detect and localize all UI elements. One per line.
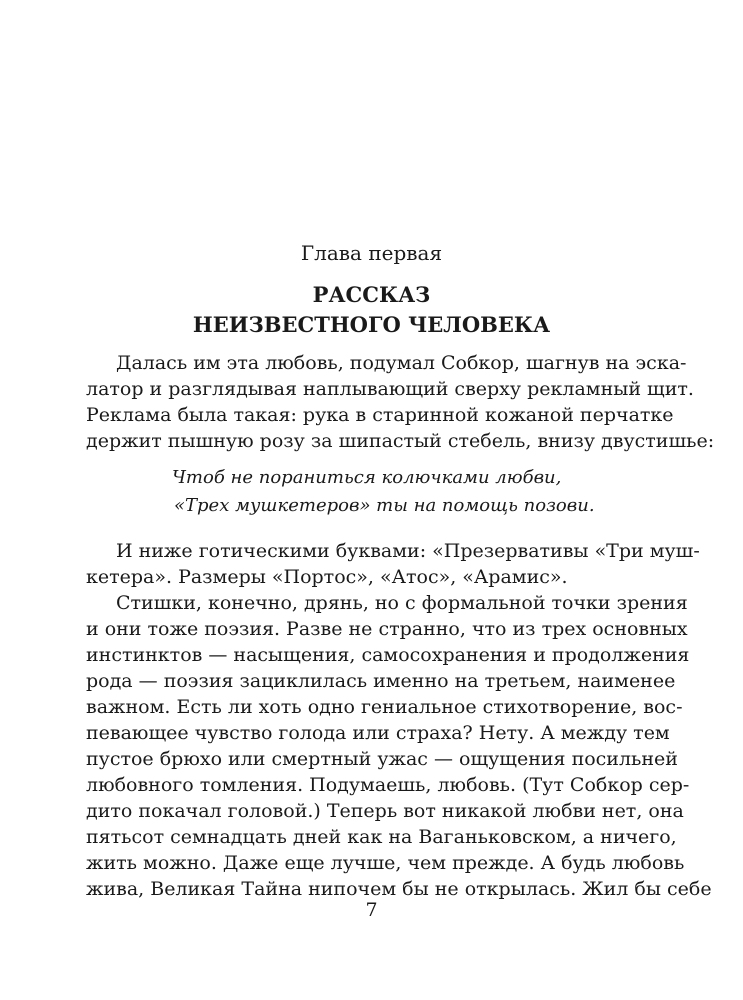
text-line: жива, Великая Тайна нипочем бы не открылась. Жил бы себе — [86, 878, 712, 900]
text-line: пустое брюхо или смертный ужас — ощущения посильней — [86, 748, 678, 770]
text-line: кетера». Размеры «Портос», «Атос», «Арамис». — [86, 566, 568, 588]
text-line: Стишки, конечно, дрянь, но с формальной точки зрения — [116, 592, 688, 614]
paragraph-2 — [86, 538, 700, 590]
text-line: пятьсот семнадцать дней как на Ваганьковском, а ничего, — [86, 826, 677, 848]
chapter-title-line: РАССКАЗ — [312, 282, 431, 307]
text-line: латор и разглядывая наплывающий сверху рекламный щит. — [86, 378, 694, 400]
chapter-title-line: НЕИЗВЕСТНОГО ЧЕЛОВЕКА — [192, 312, 551, 337]
chapter-title — [0, 280, 743, 340]
text-line: Далась им эта любовь, подумал Собкор, шагнув на эска- — [116, 352, 687, 374]
verse-line: Чтоб не пораниться колючками любви, — [172, 467, 562, 488]
text-line: держит пышную розу за шипастый стебель, внизу двустишье: — [86, 430, 715, 452]
epigraph-verse — [172, 464, 595, 520]
verse-line: «Трех мушкетеров» ты на помощь позови. — [174, 495, 595, 516]
text-line: певающее чувство голода или страха? Нету. А между тем — [86, 722, 670, 744]
paragraph-1 — [86, 350, 715, 454]
text-line: И ниже готическими буквами: «Презервативы «Три муш- — [116, 540, 700, 562]
text-line: дито покачал головой.) Теперь вот никакой любви нет, она — [86, 800, 684, 822]
text-line: важном. Есть ли хоть одно гениальное стихотворение, вос- — [86, 696, 683, 718]
page-number: 7 — [365, 899, 378, 921]
text-line: инстинктов — насыщения, самосохранения и продолжения — [86, 644, 690, 666]
paragraph-3 — [86, 590, 712, 902]
text-line: и они тоже поэзия. Разве не странно, что из трех основных — [86, 618, 688, 640]
text-line: Реклама была такая: рука в старинной кожаной перчатке — [86, 404, 674, 426]
text-line: любовного томления. Подумаешь, любовь. (Тут Собкор сер- — [86, 774, 690, 796]
text-line: жить можно. Даже еще лучше, чем прежде. А будь любовь — [86, 852, 685, 874]
chapter-label: Глава первая — [300, 241, 443, 265]
text-line: рода — поэзия зациклилась именно на третьем, наименее — [86, 670, 676, 692]
